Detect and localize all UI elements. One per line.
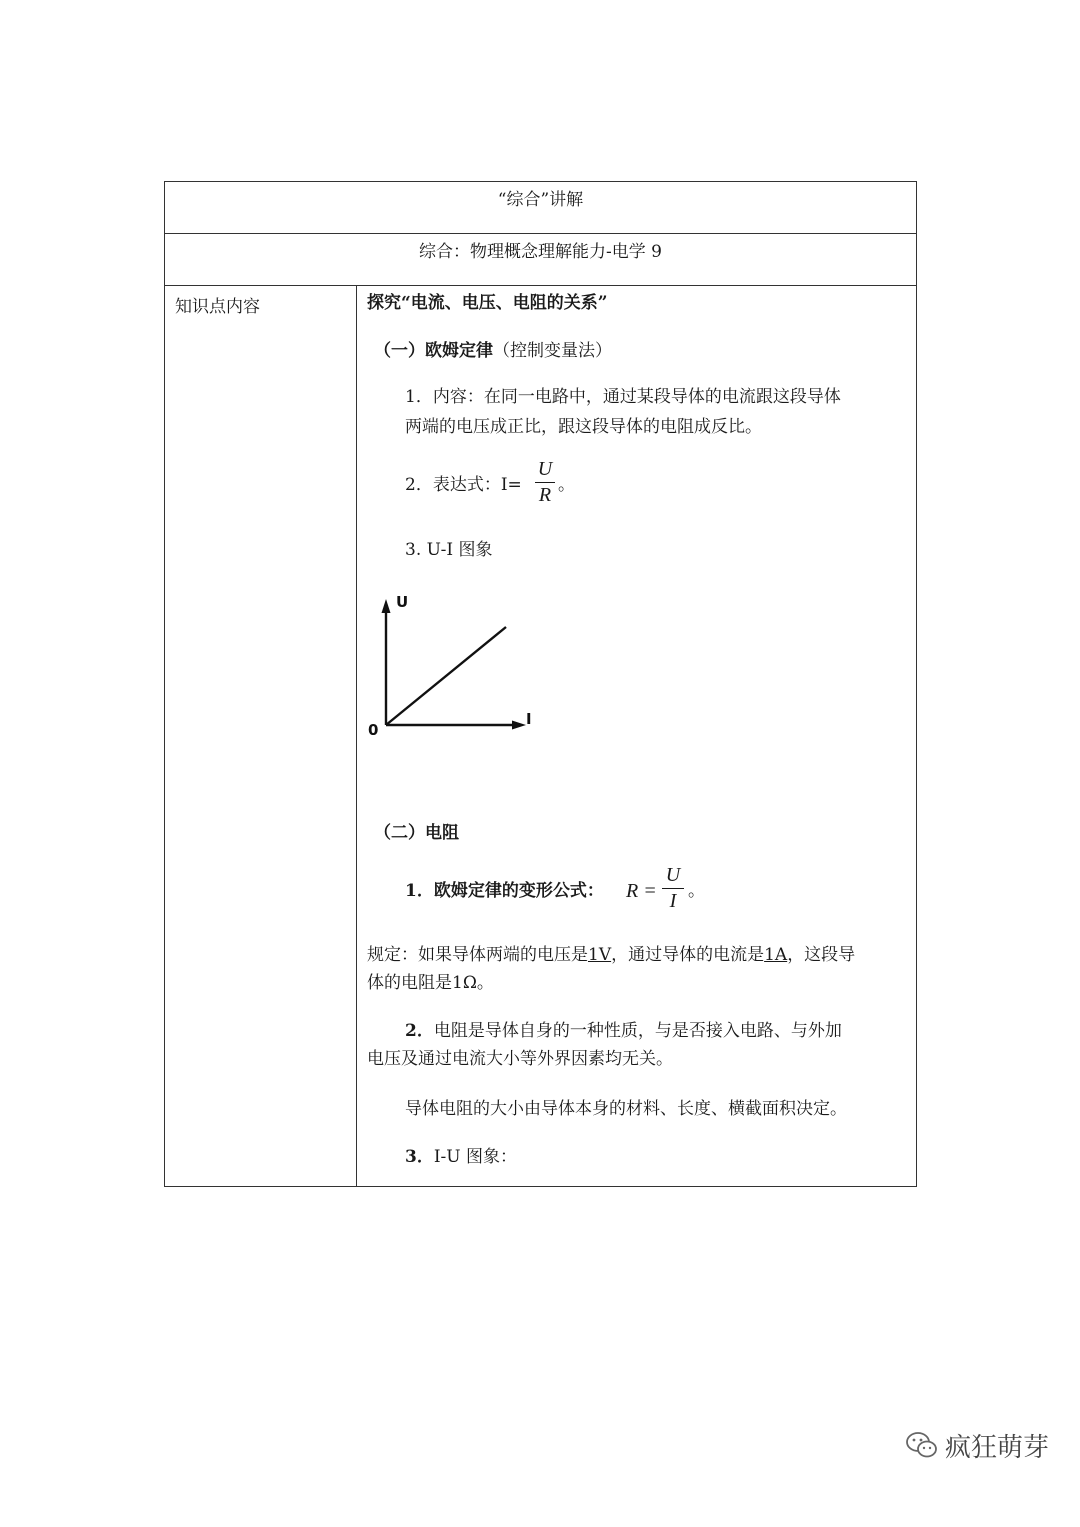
- rule-line2: 体的电阻是1Ω。: [367, 973, 494, 993]
- rule-current: 1A: [764, 945, 788, 965]
- ohm-fraction-denominator: R: [538, 484, 552, 506]
- section1-heading-tail: （控制变量法）: [493, 341, 612, 361]
- ohm-fraction: [535, 458, 555, 507]
- wechat-icon: [905, 1430, 939, 1460]
- table-subtitle: 综合：物理概念理解能力-电学 9: [419, 242, 662, 262]
- ohm-expression-prefix: 2．表达式：I=: [405, 475, 522, 495]
- table-title-row: [165, 182, 916, 234]
- resistance-factors: 导体电阻的大小由导体本身的材料、长度、横截面积决定。: [405, 1099, 847, 1119]
- resistance-fraction: [662, 864, 684, 913]
- iu-number: 3．: [405, 1147, 434, 1167]
- ohm-content-line2: 两端的电压成正比，跟这段导体的电阻成反比。: [405, 417, 762, 437]
- ohm-expression-suffix: 。: [558, 475, 575, 495]
- section2-heading: （二）电阻: [374, 823, 459, 843]
- iu-graph-label: [405, 1142, 517, 1172]
- rule-line1: [367, 940, 855, 970]
- y-axis-label: U: [396, 593, 409, 611]
- watermark: [905, 1425, 1049, 1465]
- x-axis-label: I: [526, 710, 532, 728]
- table-title: “综合”讲解: [497, 190, 584, 210]
- rule-text-a: 规定：如果导体两端的电压是: [367, 945, 588, 965]
- section1-heading: [374, 336, 612, 366]
- ui-graph-label: 3. U-I 图象: [405, 540, 493, 560]
- ohm-content-line1: 1．内容：在同一电路中，通过某段导体的电流跟这段导体: [405, 387, 841, 407]
- section-heading: 探究“电流、电压、电阻的关系”: [367, 293, 608, 313]
- resistance-formula-prefix: 1．欧姆定律的变形公式：: [405, 881, 604, 901]
- rule-text-b: ，通过导体的电流是: [611, 945, 765, 965]
- origin-label: 0: [368, 721, 379, 739]
- property-line2: 电压及通过电流大小等外界因素均无关。: [367, 1049, 673, 1069]
- property-line1: [405, 1016, 842, 1046]
- rule-voltage: 1V: [588, 945, 612, 965]
- y-axis-arrow: [382, 599, 391, 613]
- ui-line: [386, 627, 506, 725]
- x-axis-arrow: [512, 721, 526, 730]
- fraction-bar: [535, 482, 555, 483]
- resistance-fraction-denominator: I: [669, 890, 677, 912]
- fraction-bar: [662, 888, 684, 889]
- watermark-text: 疯狂萌芽: [945, 1432, 1050, 1463]
- rule-text-c: ，这段导: [787, 945, 856, 965]
- resistance-fraction-numerator: U: [665, 864, 681, 886]
- ui-graph: [360, 585, 550, 745]
- table-subtitle-row: [165, 234, 916, 286]
- resistance-formula-lhs: R =: [626, 880, 657, 902]
- iu-text: I-U 图象：: [433, 1147, 518, 1167]
- resistance-formula-suffix: 。: [688, 881, 705, 901]
- left-label-cell: [165, 286, 357, 1186]
- left-label: 知识点内容: [175, 297, 260, 317]
- section1-heading-bold: （一）欧姆定律: [374, 341, 493, 361]
- property-text: 电阻是导体自身的一种性质，与是否接入电路、与外加: [433, 1021, 842, 1041]
- ohm-fraction-numerator: U: [537, 458, 553, 480]
- property-number: 2．: [405, 1021, 434, 1041]
